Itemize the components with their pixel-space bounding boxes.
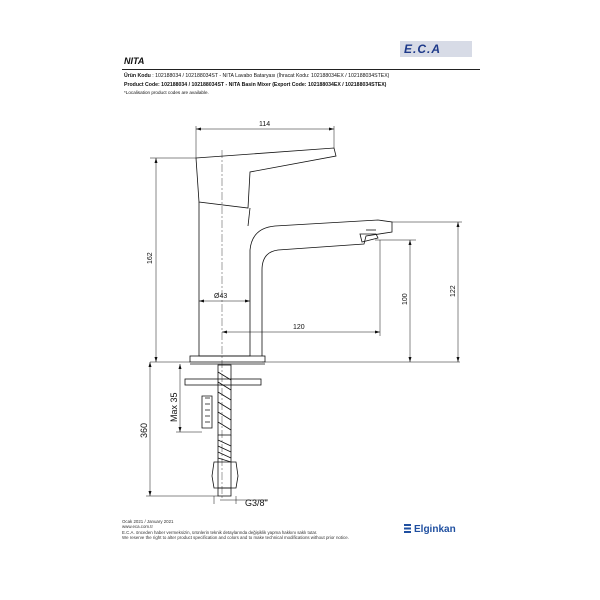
info-line-2-text: : 102188034 / 102188034ST - NITA Basin Mixer (Export Code: 102188034EX / 102188034STEX): [158, 82, 387, 88]
product-title: NITA: [124, 56, 145, 66]
faucet-body: [199, 202, 392, 356]
eca-logo: E.C.A: [400, 41, 472, 57]
elginkan-mark-icon: [404, 524, 411, 533]
dim-100: 100: [402, 293, 409, 305]
dim-thread: G3/8": [245, 498, 268, 508]
info-line-3: *Localisation product codes are available.: [124, 90, 209, 95]
dim-114: 114: [259, 121, 271, 128]
hose: [218, 435, 231, 462]
dim-43: Ø43: [214, 293, 228, 300]
hose-nut: [212, 462, 238, 488]
info-line-1-text: : 102188034 / 102188034ST - NITA Lavabo Bataryası (İhracat Kodu: 102188034EX / 102188034STEX): [150, 73, 390, 79]
dim-162: 162: [147, 252, 154, 264]
dim-120: 120: [293, 324, 305, 331]
elginkan-logo: Elginkan: [404, 524, 456, 535]
footer-website: www.eca.com.tr: [122, 524, 153, 529]
footer-date: Ocak 2021 / January 2021: [122, 519, 174, 524]
footer-note-tr: E.C.A. önceden haber vermeksizin, ürünlerin teknik detaylarında değişiklik yapma hakkını saklı tutar.: [122, 530, 318, 535]
dim-max-35: Max 35: [169, 392, 179, 422]
info-line-1-label: Ürün Kodu: [124, 73, 151, 79]
counter-plate: [185, 379, 261, 385]
dim-360: 360: [139, 422, 149, 438]
info-line-2-label: Product Code: [124, 82, 159, 88]
dim-122: 122: [450, 285, 457, 297]
base-plate: [190, 356, 265, 362]
faucet-handle: [196, 148, 336, 208]
footer-note-en: We reserve the right to alter product specification and colors and to make technical modifications without prior notice.: [122, 535, 349, 540]
